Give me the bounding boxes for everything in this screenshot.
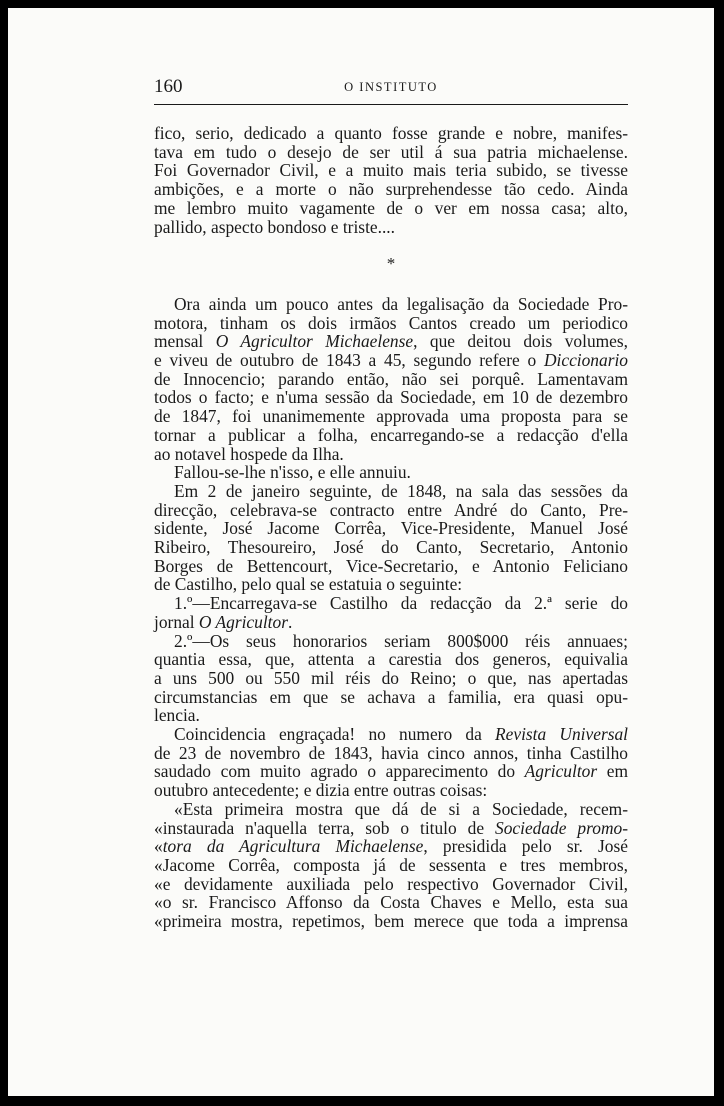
header-rule — [154, 104, 628, 105]
paragraph — [154, 295, 628, 463]
text-line: Ribeiro, Thesoureiro, José do Canto, Secretario, Antonio — [154, 537, 628, 558]
text-line: «tora da Agricultura Michaelense, presidida pelo sr. José — [154, 836, 628, 857]
text-line: «Jacome Corrêa, composta já de sessenta e tres membros, — [154, 855, 628, 875]
text-line: Coincidencia engraçada! no numero da Revista Universal — [174, 724, 629, 745]
text-line: todos o facto; e n'uma sessão da Sociedade, em 10 de dezembro — [154, 387, 628, 408]
text-line: sidente, José Jacome Corrêa, Vice-Presidente, Manuel José — [154, 518, 628, 539]
text-line: de 23 de novembro de 1843, havia cinco annos, tinha Castilho — [154, 742, 628, 763]
text-line: ambições, e a morte o não surprehendesse tão cedo. Ainda — [154, 179, 628, 200]
paragraph — [154, 725, 628, 800]
text-line: «primeira mostra, repetimos, bem merece que toda a imprensa — [154, 911, 628, 932]
body-text — [154, 124, 628, 931]
running-title: O INSTITUTO — [344, 80, 438, 94]
paragraph — [154, 594, 628, 631]
paragraph — [154, 124, 628, 236]
paragraph — [154, 482, 628, 594]
text-line: lencia. — [154, 705, 200, 726]
text-line: outubro antecedente; e dizia entre outras coisas: — [154, 780, 488, 801]
text-line: Borges de Bettencourt, Vice-Secretario, e Antonio Feliciano — [154, 555, 628, 576]
page-number: 160 — [154, 76, 183, 97]
text-line: de Castilho, pelo qual se estatuia o seguinte: — [154, 574, 463, 595]
text-line: tava em tudo o desejo de ser util á sua patria michaelense. — [154, 141, 628, 162]
text-line: mensal O Agricultor Michaelense, que deitou dois volumes, — [154, 331, 629, 352]
text-line: «Esta primeira mostra que dá de si a Sociedade, recem- — [174, 798, 628, 819]
text-line: circumstancias em que se achava a familia, era quasi opu- — [154, 686, 628, 707]
text-line: me lembro muito vagamente de o ver em nossa casa; alto, — [154, 197, 628, 218]
text-line: «o sr. Francisco Affonso da Costa Chaves e Mello, esta sua — [154, 892, 628, 913]
text-line: «e devidamente auxiliada pelo respectivo Governador Civil, — [154, 873, 628, 894]
text-line: «instaurada n'aquella terra, sob o titulo de Sociedade promo- — [154, 817, 628, 838]
text-line: saudado com muito agrado o apparecimento do Agricultor em — [154, 761, 628, 782]
paragraph — [154, 800, 628, 931]
text-line: tornar a publicar a folha, encarregando-se a redacção d'ella — [154, 424, 628, 445]
text-line: direcção, celebrava-se contracto entre André do Canto, Pre- — [154, 499, 628, 520]
text-line: quantia essa, que, attenta a carestia dos generos, equivalia — [154, 649, 628, 670]
text-line: a uns 500 ou 550 mil réis do Reino; o que, nas apertadas — [154, 667, 628, 688]
text-line: 1.º—Encarregava-se Castilho da redacção da 2.ª serie do — [174, 593, 628, 614]
text-line: de 1847, foi unanimemente approvada uma proposta para se — [154, 406, 628, 427]
text-line: Ora ainda um pouco antes da legalisação da Sociedade Pro- — [174, 293, 628, 314]
text-line: de Innocencio; parando então, não sei porquê. Lamentavam — [154, 368, 628, 389]
paragraph — [154, 632, 628, 726]
text-line: 2.º—Os seus honorarios seriam 800$000 réis annuaes; — [174, 630, 628, 651]
text-line: e viveu de outubro de 1843 a 45, segundo refere o Diccionario — [154, 350, 628, 371]
text-line: fico, serio, dedicado a quanto fosse grande e nobre, manifes- — [154, 123, 628, 143]
section-separator — [154, 255, 628, 274]
text-line: Foi Governador Civil, e a muito mais teria subido, se tivesse — [154, 160, 628, 181]
text-line: Fallou-se-lhe n'isso, e elle annuiu. — [174, 462, 411, 483]
text-line: pallido, aspecto bondoso e triste.... — [154, 216, 396, 237]
asterisk-ornament: * — [386, 254, 396, 274]
paragraph — [154, 463, 628, 482]
text-line: motora, tinham os dois irmãos Cantos creado um periodico — [154, 312, 628, 333]
page-header — [154, 76, 628, 98]
text-line: Em 2 de janeiro seguinte, de 1848, na sala das sessões da — [174, 480, 628, 501]
text-line: jornal O Agricultor. — [154, 611, 293, 632]
text-line: ao notavel hospede da Ilha. — [154, 443, 344, 464]
